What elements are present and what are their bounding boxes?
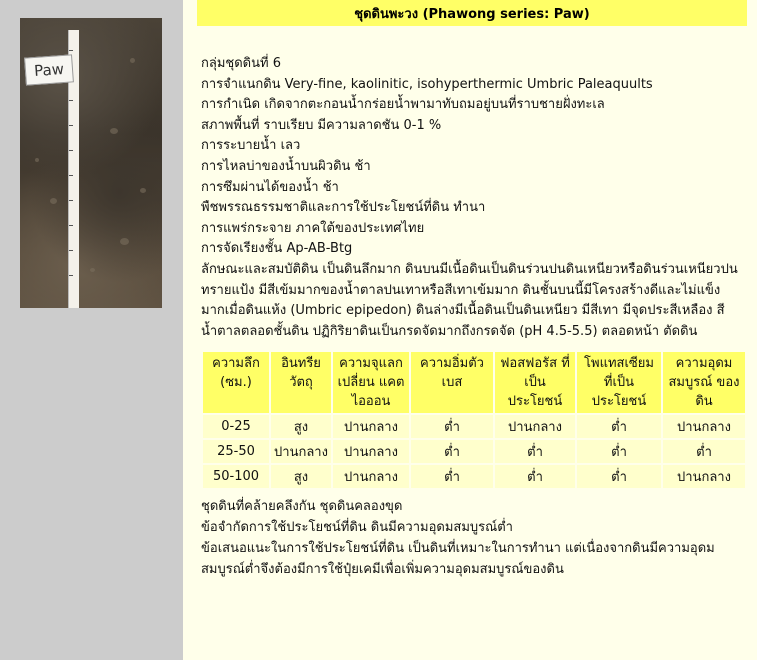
col-header-base-saturation: ความอิ่มตัว เบส	[411, 352, 493, 413]
table-cell: ต่ำ	[411, 465, 493, 488]
table-cell: ปานกลาง	[271, 440, 331, 463]
soil-properties-table	[201, 350, 747, 490]
table-cell: ปานกลาง	[333, 465, 409, 488]
table-cell: สูง	[271, 415, 331, 438]
land-use-recommendation: ข้อเสนอแนะในการใช้ประโยชน์ที่ดิน เป็นดินที่เหมาะในการทำนา แต่เนื่องจากดินมีความอุดมสมบูรณ์ต่ำจึงต้องมีการใช้ปุ๋ยเคมีเพื่อเพิ่มความอุดมสมบูรณ์ของดิน	[201, 541, 715, 578]
soil-description: ลักษณะและสมบัติดิน เป็นดินลึกมาก ดินบนมีเนื้อดินเป็นดินร่วนปนดินเหนียวหรือดินร่วนเหนียวปนทรายแป้ง มีสีเข้มมากของน้ำตาลปนเทาหรือสีเทาเข้มมาก ดินชั้นบนนี้มีโครงสร้างดีและไม่แข็งมากเมื่อดินแห้ง (Umbric epipedon) ดินล่างมีเนื้อดินเป็นดินเหนียว มีสีเทา มีจุดประสีเหลือง สีน้ำตาลตลอดชั้นดิน ปฏิกิริยาดินเป็นกรดจัดมากถึงกรดจัด (pH 4.5-5.5) ตลอดหน้า ตัดดิน	[201, 261, 738, 339]
table-header-row	[203, 352, 745, 413]
info-line: สภาพพื้นที่ ราบเรียบ มีความลาดชัน 0-1 %	[201, 117, 442, 133]
similar-series: ชุดดินที่คล้ายคลึงกัน ชุดดินคลองขุด	[201, 499, 403, 515]
soil-profile-photo	[20, 18, 162, 308]
table-cell: ต่ำ	[411, 440, 493, 463]
table-cell: ปานกลาง	[333, 440, 409, 463]
col-header-phosphorus: ฟอสฟอรัส ที่เป็น ประโยชน์	[495, 352, 575, 413]
info-line: การจัดเรียงชั้น Ap-AB-Btg	[201, 241, 353, 257]
table-cell: ต่ำ	[577, 415, 661, 438]
table-row	[203, 465, 745, 488]
col-header-potassium: โพแทสเซียม ที่เป็นประโยชน์	[577, 352, 661, 413]
page-title: ชุดดินพะวง (Phawong series: Paw)	[197, 0, 747, 26]
main-content	[197, 0, 747, 580]
table-cell: สูง	[271, 465, 331, 488]
col-header-depth: ความลึก (ซม.)	[203, 352, 269, 413]
table-cell: ต่ำ	[411, 415, 493, 438]
table-row	[203, 440, 745, 463]
info-line: การกำเนิด เกิดจากตะกอนน้ำกร่อยน้ำพามาทับถมอยู่บนที่ราบชายฝั่งทะเล	[201, 97, 605, 113]
col-header-cec: ความจุแลกเปลี่ยน แคตไอออน	[333, 352, 409, 413]
info-line: การไหลบ่าของน้ำบนผิวดิน ช้า	[201, 158, 371, 174]
info-line: พืชพรรณธรรมชาติและการใช้ประโยชน์ที่ดิน ทำนา	[201, 200, 486, 216]
land-use-limitation: ข้อจำกัดการใช้ประโยชน์ที่ดิน ดินมีความอุดมสมบูรณ์ต่ำ	[201, 520, 513, 536]
info-line: การจำแนกดิน Very-fine, kaolinitic, isohyperthermic Umbric Paleaquults	[201, 76, 653, 92]
col-header-organic-matter: อินทรีย วัตถุ	[271, 352, 331, 413]
col-header-fertility: ความอุดม สมบูรณ์ ของดิน	[663, 352, 745, 413]
info-line: การแพร่กระจาย ภาคใต้ของประเทศไทย	[201, 220, 425, 236]
table-cell: ปานกลาง	[663, 465, 745, 488]
soil-info	[197, 54, 747, 342]
table-cell: ต่ำ	[577, 440, 661, 463]
info-line: การซึมผ่านได้ของน้ำ ช้า	[201, 179, 339, 195]
info-line: กลุ่มชุดดินที่ 6	[201, 56, 281, 71]
table-cell: 25-50	[203, 440, 269, 463]
table-row	[203, 415, 745, 438]
table-cell: ต่ำ	[495, 465, 575, 488]
table-cell: ต่ำ	[495, 440, 575, 463]
info-line: การระบายน้ำ เลว	[201, 138, 301, 154]
table-cell: ปานกลาง	[495, 415, 575, 438]
table-cell: ต่ำ	[577, 465, 661, 488]
table-cell: ปานกลาง	[663, 415, 745, 438]
soil-label-card: Paw	[24, 54, 74, 85]
left-sidebar	[0, 0, 183, 660]
soil-recommendations	[197, 496, 747, 580]
table-cell: 0-25	[203, 415, 269, 438]
table-cell: 50-100	[203, 465, 269, 488]
table-cell: ปานกลาง	[333, 415, 409, 438]
table-cell: ต่ำ	[663, 440, 745, 463]
